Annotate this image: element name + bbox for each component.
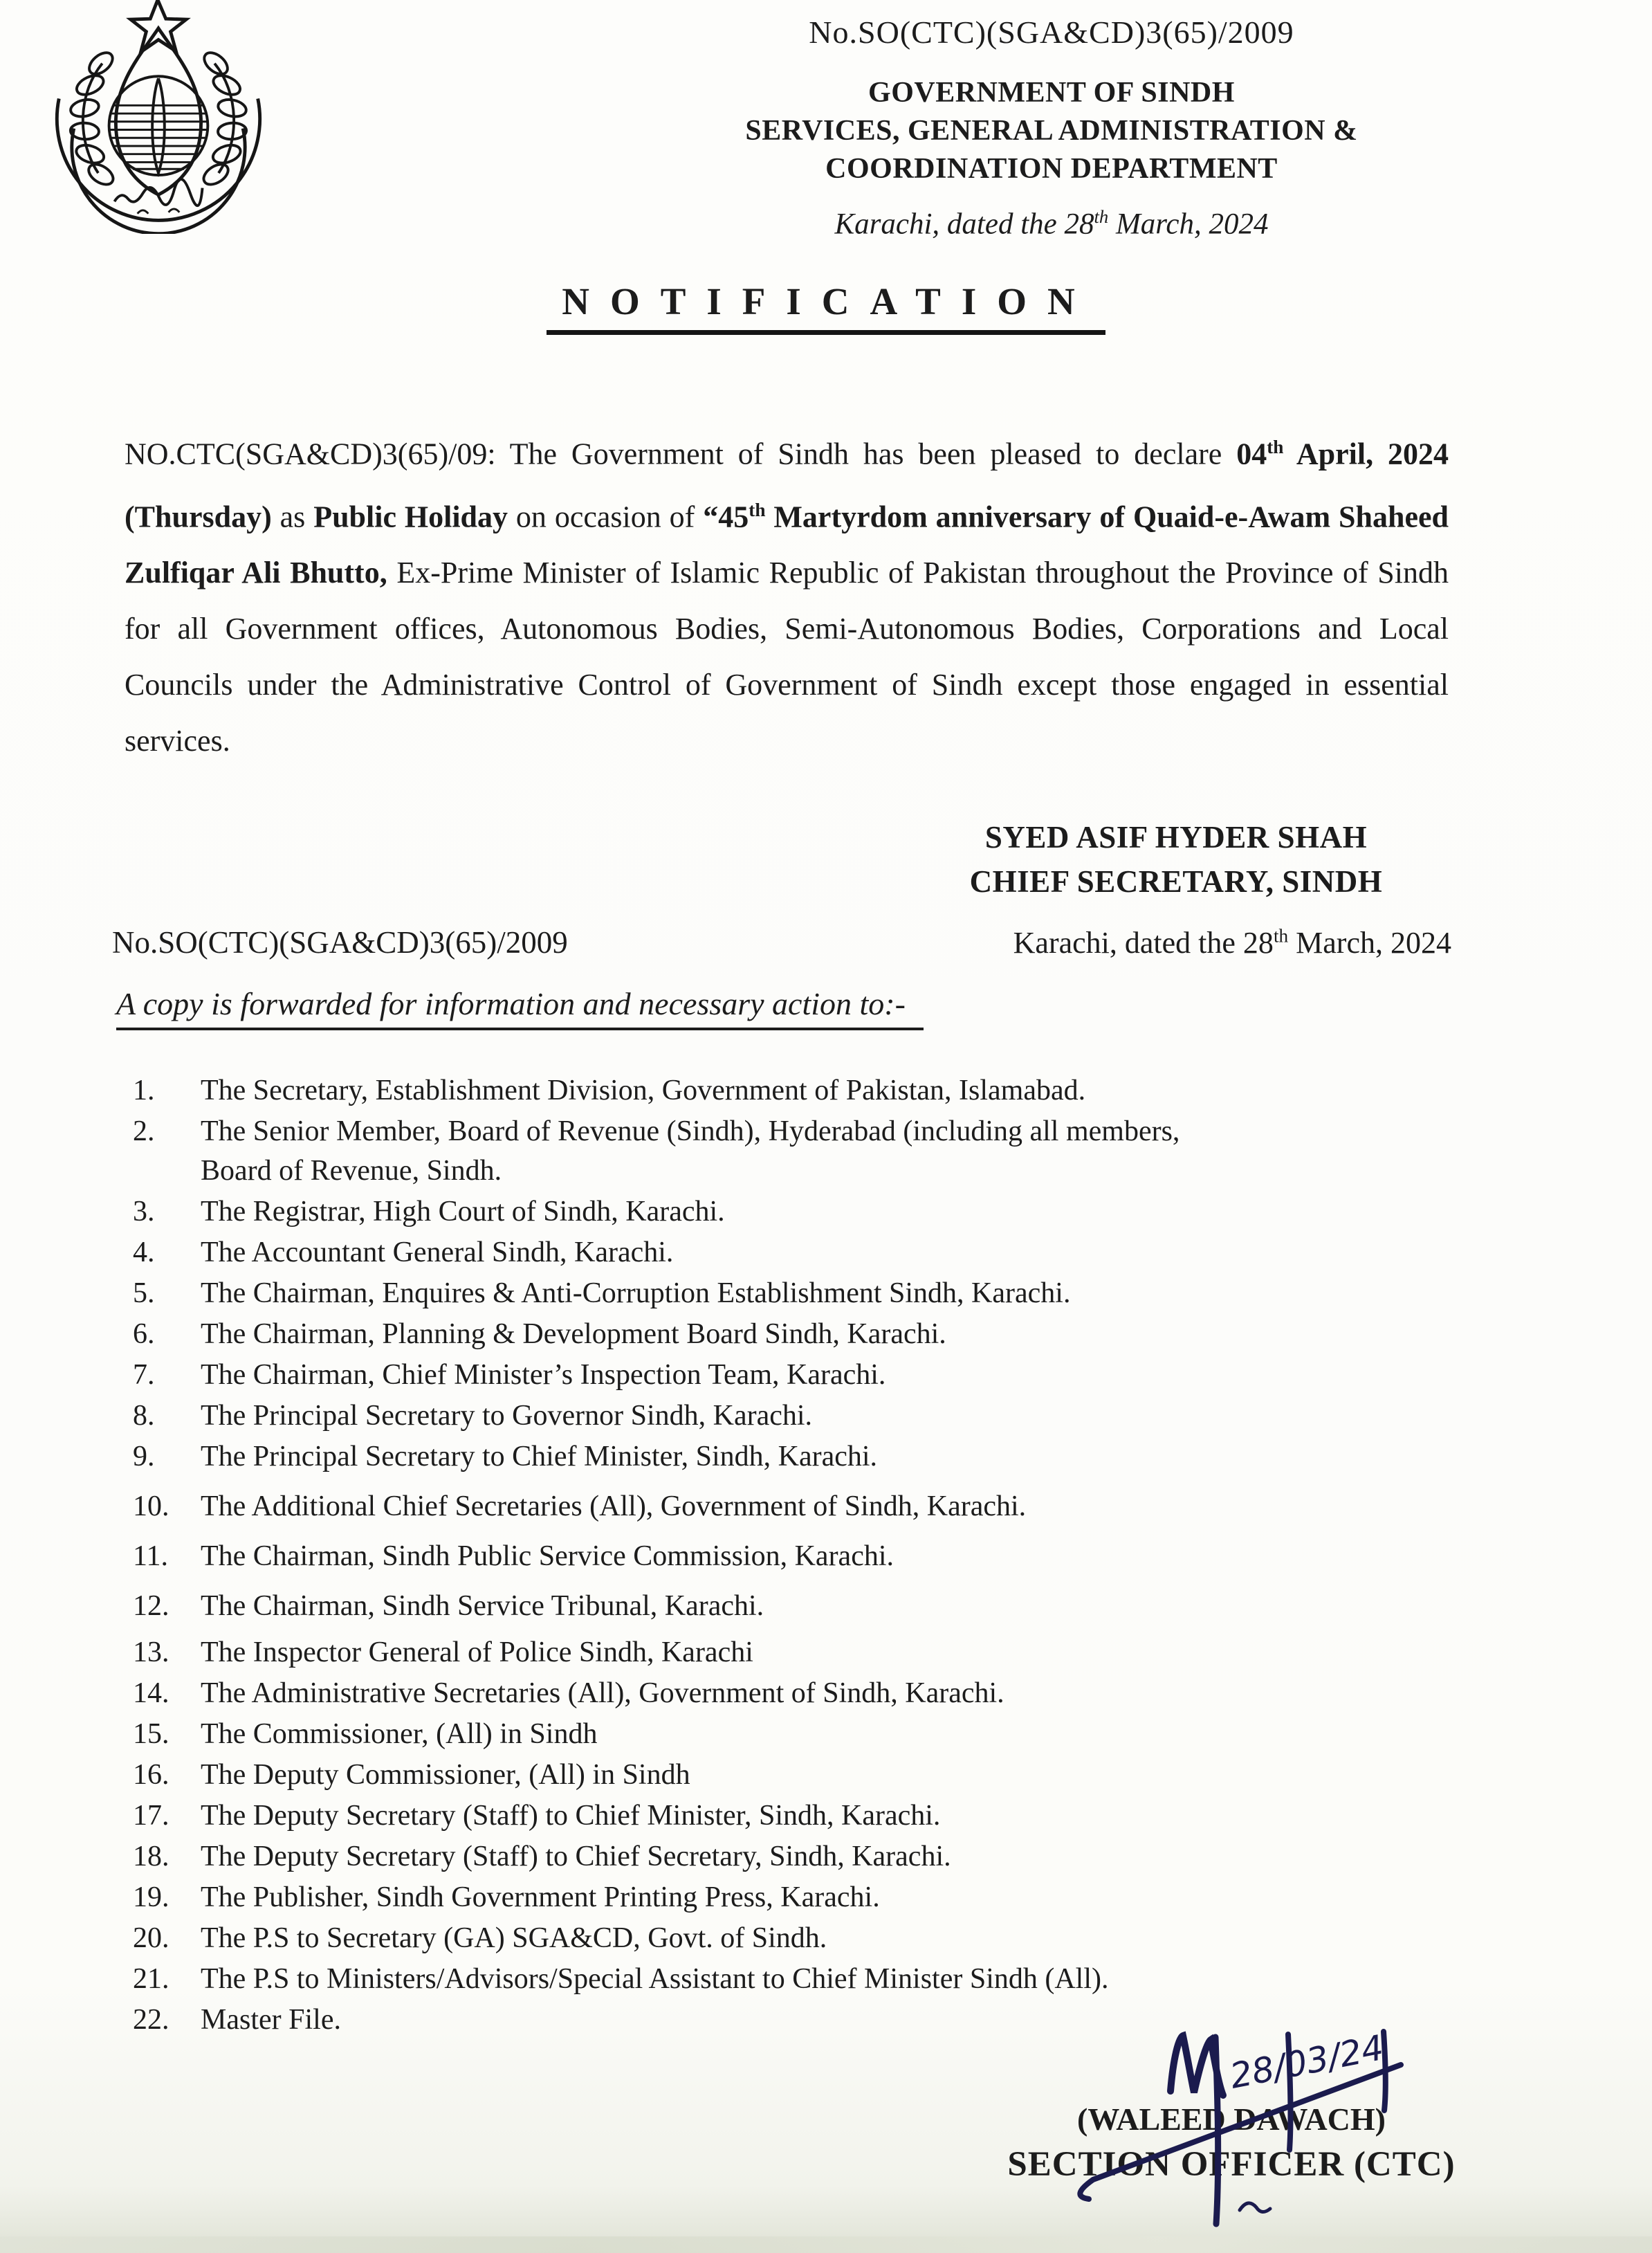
recipient-text: The Chairman, Planning & Development Board Sindh, Karachi.: [201, 1318, 946, 1350]
recipient-text: The Inspector General of Police Sindh, Karachi: [201, 1636, 753, 1668]
recipient-number: 2.: [133, 1115, 155, 1147]
recipient-number: 13.: [133, 1636, 169, 1668]
recipient-item: [133, 1112, 1493, 1191]
recipient-text: The Senior Member, Board of Revenue (Sindh), Hyderabad (including all members, Board of Revenue, Sindh.: [201, 1115, 1180, 1187]
recipient-item: [133, 1674, 1493, 1713]
recipient-item: [133, 1587, 1493, 1626]
recipient-item: [133, 1796, 1493, 1836]
recipient-item: [133, 1487, 1493, 1526]
recipient-text: The Accountant General Sindh, Karachi.: [201, 1237, 674, 1268]
recipient-item: [133, 1755, 1493, 1795]
notification-body: [125, 419, 1449, 769]
recipient-item: [133, 1919, 1493, 1958]
forwarding-line: A copy is forwarded for information and necessary action to:-: [116, 985, 924, 1030]
dateline: Karachi, dated the 28th March, 2024: [834, 206, 1269, 241]
second-reference-row: [112, 924, 1451, 960]
recipient-item: [133, 1878, 1493, 1917]
recipient-text: The Chairman, Sindh Service Tribunal, Karachi.: [201, 1590, 764, 1622]
recipient-text: The Deputy Commissioner, (All) in Sindh: [201, 1759, 690, 1791]
signatory-designation: CHIEF SECRETARY, SINDH: [969, 864, 1383, 899]
scan-edge-artifact: [0, 2236, 1652, 2253]
recipient-text: The P.S to Ministers/Advisors/Special Assistant to Chief Minister Sindh (All).: [201, 1963, 1109, 1995]
recipient-number: 19.: [133, 1881, 169, 1913]
recipient-number: 5.: [133, 1277, 155, 1309]
recipient-item: [133, 1960, 1493, 1999]
section-officer-block: [969, 2027, 1494, 2249]
body-segment: th: [749, 499, 766, 520]
officer-designation: SECTION OFFICER (CTC): [1007, 2145, 1456, 2184]
recipient-text: The Additional Chief Secretaries (All), Government of Sindh, Karachi.: [201, 1490, 1027, 1522]
dept-line-1: GOVERNMENT OF SINDH: [868, 77, 1235, 109]
emblem-graphic: [36, 0, 279, 234]
recipient-number: 18.: [133, 1841, 169, 1872]
recipient-number: 12.: [133, 1590, 169, 1622]
recipient-list: [133, 1071, 1493, 2041]
recipient-text: The Deputy Secretary (Staff) to Chief Minister, Sindh, Karachi.: [201, 1800, 941, 1832]
handwritten-date: 28/03/24: [1227, 2027, 1387, 2097]
letterhead: [650, 14, 1453, 241]
signatory-name: SYED ASIF HYDER SHAH: [984, 820, 1368, 855]
recipient-text: The Chairman, Chief Minister’s Inspection Team, Karachi.: [201, 1359, 886, 1391]
recipient-text: The Administrative Secretaries (All), Government of Sindh, Karachi.: [201, 1677, 1004, 1709]
officer-name: (WALEED DAWACH): [1077, 2101, 1386, 2137]
recipient-item: [133, 1837, 1493, 1877]
recipient-text: The Registrar, High Court of Sindh, Karachi.: [201, 1196, 725, 1228]
recipient-text: Master File.: [201, 2004, 341, 2036]
body-segment: th: [1267, 437, 1284, 457]
body-segment: “45: [703, 500, 749, 534]
recipient-item: [133, 1715, 1493, 1754]
body-segment: NO.CTC(SGA&CD)3(65)/09: The Government of Sindh has been pleased to declare: [125, 437, 1237, 471]
recipient-number: 21.: [133, 1963, 169, 1995]
recipient-number: 11.: [133, 1540, 168, 1572]
recipient-number: 16.: [133, 1759, 169, 1791]
recipient-number: 1.: [133, 1075, 155, 1106]
body-segment: 04: [1236, 437, 1267, 471]
recipient-item: [133, 1192, 1493, 1232]
recipient-text: The Commissioner, (All) in Sindh: [201, 1718, 598, 1750]
recipient-text: The Chairman, Enquires & Anti-Corruption Establishment Sindh, Karachi.: [201, 1277, 1071, 1309]
reference-number: No.SO(CTC)(SGA&CD)3(65)/2009: [809, 15, 1294, 50]
body-segment: on occasion of: [508, 500, 704, 534]
recipient-number: 22.: [133, 2004, 169, 2036]
recipient-number: 14.: [133, 1677, 169, 1709]
recipient-text: The Principal Secretary to Chief Minister, Sindh, Karachi.: [201, 1441, 878, 1472]
reference-number-2: No.SO(CTC)(SGA&CD)3(65)/2009: [112, 925, 568, 960]
recipient-item: [133, 1356, 1493, 1395]
recipient-number: 8.: [133, 1400, 155, 1432]
recipient-item: [133, 1274, 1493, 1313]
body-segment: Public Holiday: [313, 500, 508, 534]
recipient-text: The Chairman, Sindh Public Service Commission, Karachi.: [201, 1540, 894, 1572]
recipient-item: [133, 1233, 1493, 1273]
recipient-text: The Deputy Secretary (Staff) to Chief Secretary, Sindh, Karachi.: [201, 1841, 951, 1872]
recipient-number: 4.: [133, 1237, 155, 1268]
recipient-text: The Publisher, Sindh Government Printing Press, Karachi.: [201, 1881, 880, 1913]
body-segment: April, 2024 (Thursday): [125, 437, 1449, 534]
recipient-number: 10.: [133, 1490, 169, 1522]
recipient-number: 20.: [133, 1922, 169, 1954]
recipient-number: 3.: [133, 1196, 155, 1228]
recipient-item: [133, 1537, 1493, 1576]
recipient-text: The P.S to Secretary (GA) SGA&CD, Govt. of Sindh.: [201, 1922, 827, 1954]
document-title: NOTIFICATION: [547, 280, 1105, 335]
recipient-number: 6.: [133, 1318, 155, 1350]
recipient-item: [133, 1315, 1493, 1354]
recipient-number: 7.: [133, 1359, 155, 1391]
ordinal-suffix: th: [1094, 206, 1109, 227]
recipient-item: [133, 1396, 1493, 1436]
ordinal-suffix: th: [1273, 925, 1289, 947]
recipient-number: 17.: [133, 1800, 169, 1832]
dept-line-3: COORDINATION DEPARTMENT: [825, 153, 1278, 185]
department-name: [650, 74, 1453, 188]
recipient-text: The Secretary, Establishment Division, Government of Pakistan, Islamabad.: [201, 1075, 1086, 1106]
body-segment: as: [271, 500, 314, 534]
document-title-row: [0, 280, 1652, 335]
recipient-item: [133, 1633, 1493, 1672]
recipient-item: [133, 1437, 1493, 1477]
recipient-text: The Principal Secretary to Governor Sindh, Karachi.: [201, 1400, 813, 1432]
dateline-2: Karachi, dated the 28th March, 2024: [1013, 925, 1451, 960]
recipient-number: 15.: [133, 1718, 169, 1750]
body-segment: Martyrdom anniversary of Quaid-e-Awam Shaheed Zulfiqar Ali Bhutto,: [125, 500, 1449, 590]
recipient-number: 9.: [133, 1441, 155, 1472]
recipient-item: [133, 1071, 1493, 1111]
signatory-block: [920, 815, 1432, 904]
sindh-government-emblem: [36, 0, 279, 234]
body-segment: Ex-Prime Minister of Islamic Republic of Pakistan throughout the Province of Sindh for all Government offices, Autonomous Bodies, Semi-Autonomous Bodies, Corporations and Local Councils under the Administrative Control of Government of Sindh except those engaged in essential services.: [125, 556, 1449, 758]
dept-line-2: SERVICES, GENERAL ADMINISTRATION &: [745, 115, 1358, 147]
